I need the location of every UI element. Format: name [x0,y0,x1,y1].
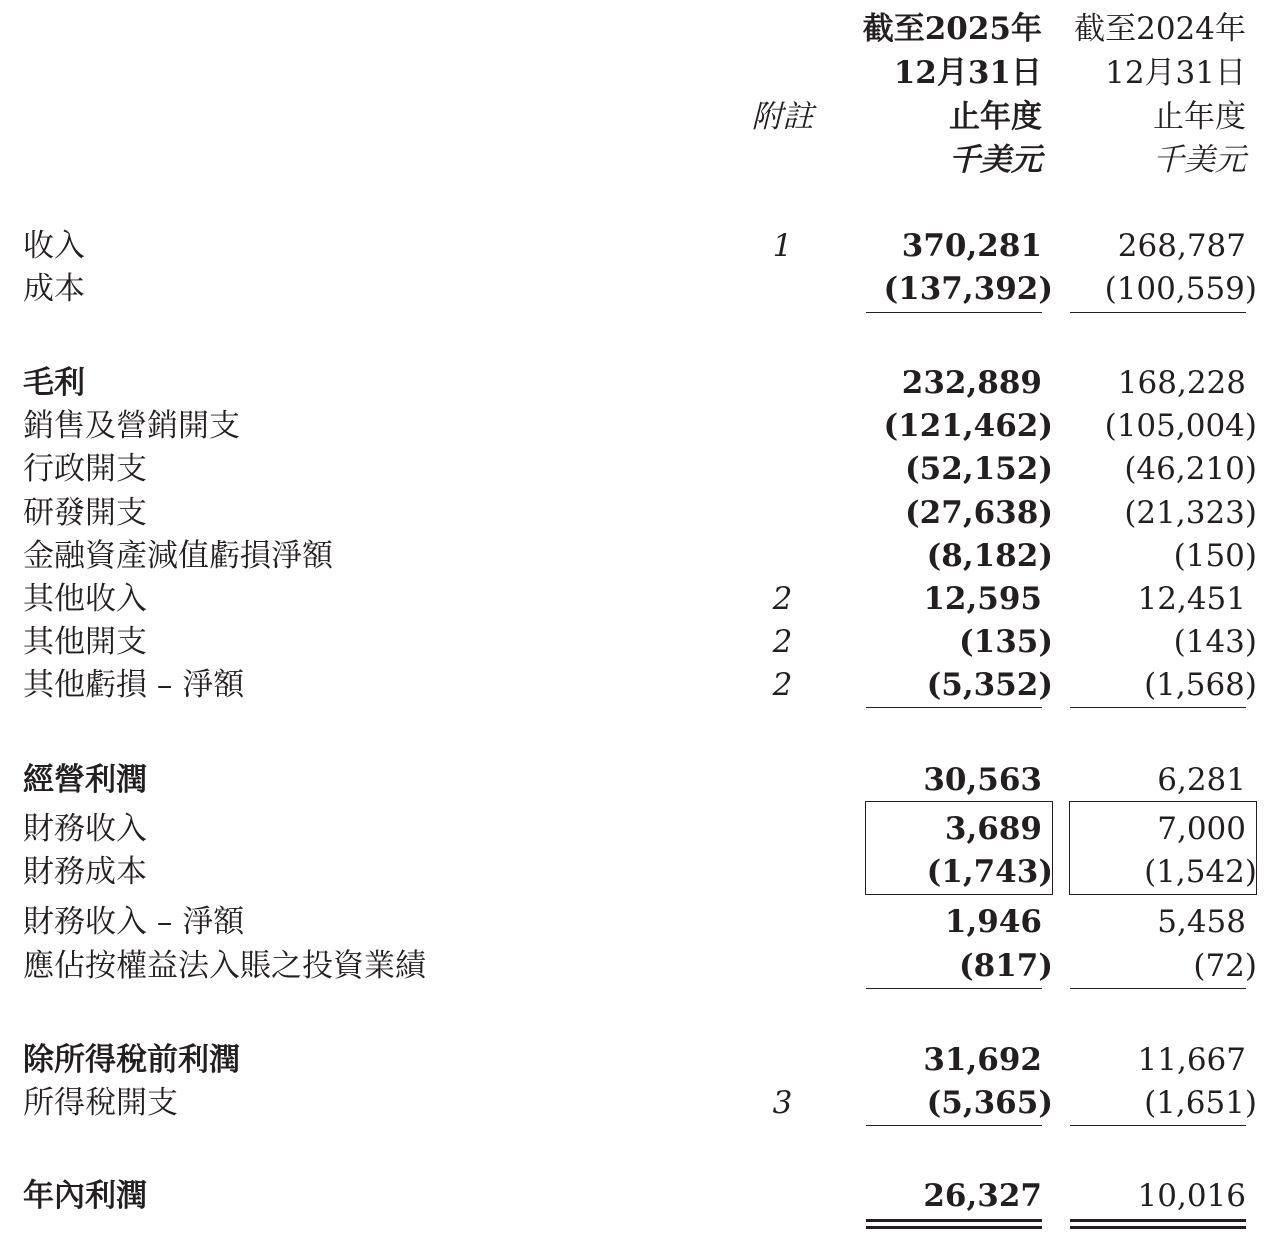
row-label-other-expenses: 其他開支 [23,624,147,660]
row-note-income-tax: 3 [772,1085,793,1121]
row-label-admin-expenses: 行政開支 [23,451,147,487]
row-label-profit-for-year: 年內利潤 [23,1178,147,1214]
row-value-2024-income-tax: (1,651) [1144,1085,1257,1121]
row-value-2024-finance-costs: (1,542) [1144,854,1257,890]
subtotal-rule-2025 [866,1125,1042,1126]
row-label-selling-expenses: 銷售及營銷開支 [23,408,240,444]
header-2024-unit: 千美元 [1153,142,1246,178]
total-double-rule-top-2024 [1070,1219,1246,1222]
row-value-2024-profit-before-tax: 11,667 [1137,1042,1246,1078]
subtotal-rule-2024 [1070,1125,1246,1126]
row-label-other-income: 其他收入 [23,581,147,617]
row-value-2025-other-losses: (5,352) [926,667,1053,703]
row-value-2024-gross-profit: 168,228 [1117,365,1246,401]
row-value-2025-income-tax: (5,365) [926,1085,1053,1121]
header-2025-line2: 12月31日 [893,55,1042,91]
subtotal-rule-2024 [1070,988,1246,989]
total-double-rule-top-2025 [866,1219,1042,1222]
row-value-2024-share-of-results: (72) [1193,948,1257,984]
row-label-finance-costs: 財務成本 [23,854,147,890]
row-value-2024-revenue: 268,787 [1117,228,1246,264]
row-value-2024-selling-expenses: (105,004) [1104,408,1257,444]
row-label-rd-expenses: 研發開支 [23,495,147,531]
row-value-2025-impairment: (8,182) [926,538,1053,574]
row-value-2025-selling-expenses: (121,462) [883,408,1053,444]
row-value-2024-other-expenses: (143) [1173,624,1257,660]
row-label-other-losses: 其他虧損 – 淨額 [23,667,245,703]
header-2025-unit: 千美元 [949,142,1042,178]
row-value-2025-profit-before-tax: 31,692 [923,1042,1042,1078]
row-label-impairment: 金融資產減值虧損淨額 [23,538,333,574]
row-value-2025-gross-profit: 232,889 [901,365,1042,401]
row-value-2025-cost: (137,392) [883,271,1053,307]
note-column-header: 附註 [751,99,814,135]
row-value-2024-admin-expenses: (46,210) [1124,451,1257,487]
total-double-rule-bottom-2024 [1070,1226,1246,1229]
row-label-gross-profit: 毛利 [23,365,85,401]
header-2025-line1: 截至2025年 [862,11,1042,47]
header-2024-line3: 止年度 [1153,99,1246,135]
row-value-2025-revenue: 370,281 [901,228,1042,264]
subtotal-rule-2025 [866,312,1042,313]
row-value-2025-finance-costs: (1,743) [926,854,1053,890]
row-note-revenue: 1 [772,228,793,264]
row-value-2024-impairment: (150) [1173,538,1257,574]
row-value-2024-rd-expenses: (21,323) [1124,495,1257,531]
subtotal-rule-2024 [1070,312,1246,313]
subtotal-rule-2025 [866,988,1042,989]
row-value-2024-finance-income-net: 5,458 [1157,904,1246,940]
subtotal-rule-2024 [1070,707,1246,708]
row-value-2024-other-losses: (1,568) [1144,667,1257,703]
row-value-2025-admin-expenses: (52,152) [905,451,1053,487]
row-value-2024-finance-income: 7,000 [1157,811,1246,847]
row-value-2024-profit-for-year: 10,016 [1137,1178,1246,1214]
row-value-2025-other-expenses: (135) [958,624,1053,660]
row-label-finance-income: 財務收入 [23,811,147,847]
row-value-2025-finance-income: 3,689 [944,811,1042,847]
row-note-other-income: 2 [772,581,793,617]
row-value-2025-profit-for-year: 26,327 [923,1178,1042,1214]
row-label-profit-before-tax: 除所得稅前利潤 [23,1042,240,1078]
row-note-other-losses: 2 [772,667,793,703]
row-value-2025-finance-income-net: 1,946 [944,904,1042,940]
row-label-revenue: 收入 [23,228,85,264]
row-label-share-of-results: 應佔按權益法入賬之投資業績 [23,948,426,984]
subtotal-rule-2025 [866,707,1042,708]
header-2024-line1: 截至2024年 [1074,11,1246,47]
row-value-2025-share-of-results: (817) [958,948,1053,984]
row-label-income-tax: 所得稅開支 [23,1085,178,1121]
total-double-rule-bottom-2025 [866,1226,1042,1229]
row-label-finance-income-net: 財務收入 – 淨額 [23,904,245,940]
row-value-2025-other-income: 12,595 [923,581,1042,617]
header-2024-line2: 12月31日 [1105,55,1246,91]
row-value-2024-operating-profit: 6,281 [1157,762,1246,798]
header-2025-line3: 止年度 [949,99,1042,135]
row-note-other-expenses: 2 [772,624,793,660]
row-value-2024-cost: (100,559) [1104,271,1257,307]
row-label-operating-profit: 經營利潤 [23,762,147,798]
row-value-2025-operating-profit: 30,563 [923,762,1042,798]
row-label-cost: 成本 [23,271,85,307]
row-value-2024-other-income: 12,451 [1137,581,1246,617]
row-value-2025-rd-expenses: (27,638) [905,495,1053,531]
